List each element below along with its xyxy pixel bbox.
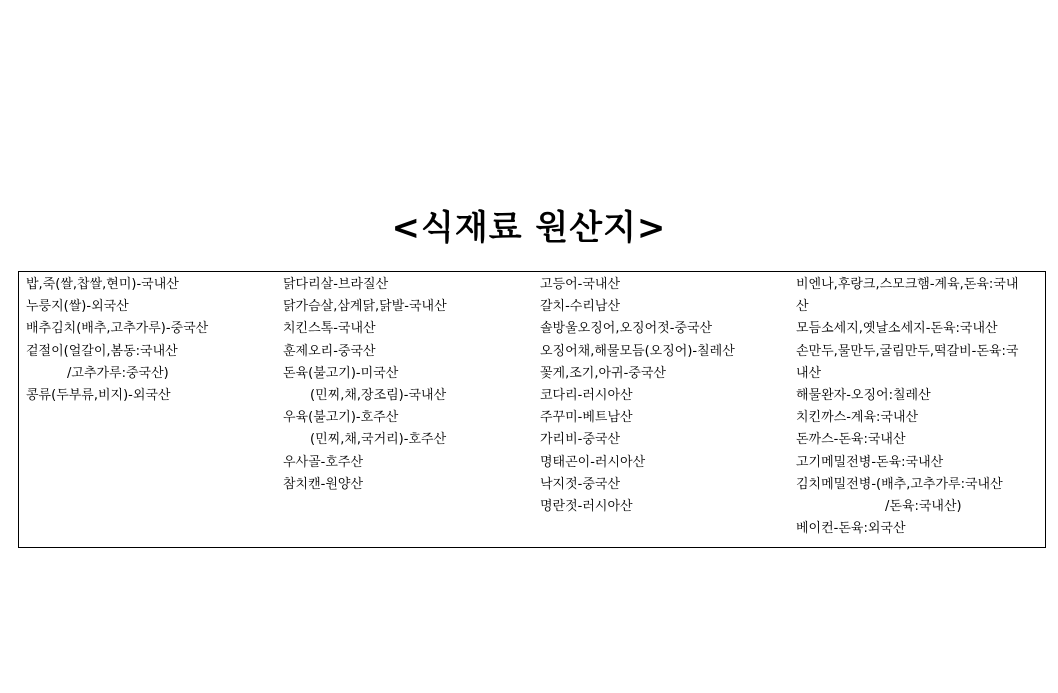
origin-column-meat [283,274,533,496]
origin-item: 오징어채,해물모듬(오징어)-칠레산 [540,343,735,359]
origin-item: 닭다리살-브라질산 [283,277,389,292]
origin-item: 훈제오리-중국산 [283,343,376,359]
origin-item: 코다리-러시아산 [540,387,633,403]
origin-item: 밥,죽(쌀,찹쌀,현미)-국내산 [26,277,179,292]
origin-item: 우육(불고기)-호주산 [283,410,399,426]
origin-item: 치킨까스-계육:국내산 [796,410,919,426]
origin-item: 솔방울오징어,오징어젓-중국산 [540,321,713,337]
origin-item: 우사골-호주산 [283,454,364,470]
origin-item: 누룽지(쌀)-외국산 [26,299,129,315]
origin-item: 김치메밀전병-(배추,고추가루:국내산 [796,476,1003,492]
origin-item: 돈까스-돈육:국내산 [796,432,906,448]
origin-item: 낙지젓-중국산 [540,476,621,492]
origin-column-processed [796,274,1044,540]
origin-item: 가리비-중국산 [540,432,621,448]
origin-item: 돈육(불고기)-미국산 [283,365,399,381]
origin-item: 명태곤이-러시아산 [540,454,646,470]
origin-item: 모듬소세지,옛날소세지-돈육:국내산 [796,321,998,337]
origin-item-continuation: 산 [796,299,809,315]
origin-item: 꽃게,조기,아귀-중국산 [540,365,666,381]
origin-item: 손만두,물만두,굴림만두,떡갈비-돈육:국 [796,343,1019,359]
origin-column-seafood [540,274,790,518]
origin-item: 갈치-수리남산 [540,299,621,315]
origin-item-continuation: 내산 [796,365,822,381]
origin-item: 비엔나,후랑크,스모크햄-계육,돈육:국내 [796,277,1019,292]
origin-item-continuation: (민찌,채,국거리)-호주산 [310,432,447,448]
origin-item: 주꾸미-베트남산 [540,410,633,426]
origin-item: 베이컨-돈육:외국산 [796,521,906,537]
origin-item: 겉절이(얼갈이,봄동:국내산 [26,343,178,359]
origin-item: 참치캔-원양산 [283,476,364,492]
origin-item-continuation: /돈육:국내산) [885,498,962,514]
origin-table [18,271,1046,548]
origin-item: 고기메밀전병-돈육:국내산 [796,454,944,470]
origin-column-staples [26,274,276,407]
page-title: <식재료 원산지> [391,208,667,248]
origin-item: 명란젓-러시아산 [540,498,633,514]
origin-item: 해물완자-오징어:칠레산 [796,387,931,403]
origin-item: 치킨스톡-국내산 [283,321,376,337]
origin-item: 배추김치(배추,고추가루)-중국산 [26,321,209,337]
origin-item: 콩류(두부류,비지)-외국산 [26,387,171,403]
origin-item: 고등어-국내산 [540,277,621,292]
origin-item-continuation: (민찌,채,장조림)-국내산 [310,387,447,403]
origin-item-continuation: /고추가루:중국산) [67,365,169,381]
origin-item: 닭가슴살,삼계닭,닭발-국내산 [283,299,447,315]
